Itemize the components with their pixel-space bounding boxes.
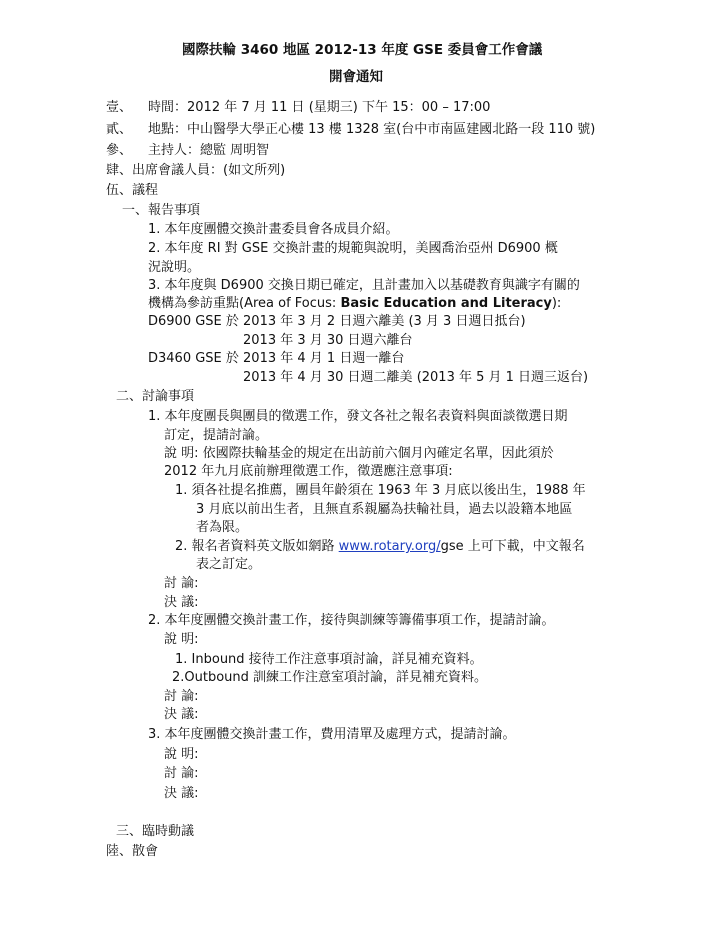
discussion-item-1-line2: 訂定，提請討論。	[164, 428, 269, 443]
report-item-2-line2: 況說明。	[148, 260, 201, 275]
explain-1-line2: 2012 年九月底前辦理徵選工作，徵選應注意事項:	[164, 464, 453, 479]
page-title: 國際扶輪 3460 地區 2012-13 年度 GSE 委員會工作會議	[182, 42, 543, 58]
discuss-1: 討 論:	[164, 576, 199, 591]
meeting-place: 地點：中山醫學大學正心樓 13 樓 1328 室(台中市南區建國北路一段 110 號)	[148, 122, 596, 137]
place-marker: 貳、	[106, 122, 133, 137]
discussion-item-2: 2. 本年度團體交換計畫工作，接待與訓練等籌備事項工作，提請討論。	[148, 613, 555, 628]
resolve-1: 決 議:	[164, 595, 199, 610]
discuss-2: 討 論:	[164, 689, 199, 704]
note-2-line2: 表之訂定。	[196, 557, 262, 572]
note-1-line1: 1. 須各社提名推薦，團員年齡須在 1963 年 3 月底以後出生，1988 年	[175, 483, 586, 498]
agenda-heading: 伍、議程	[106, 183, 159, 198]
note-2-line1	[175, 538, 585, 556]
explain-1-line1: 說 明: 依國際扶輪基金的規定在出訪前六個月內確定名單，因此須於	[164, 446, 554, 461]
focus-prefix: 機構為參訪重點(Area of Focus:	[148, 296, 341, 311]
discuss-3: 討 論:	[164, 766, 199, 781]
motions-heading: 三、臨時動議	[116, 824, 195, 839]
reports-heading: 一、報告事項	[122, 203, 201, 218]
explain-3: 說 明:	[164, 747, 199, 762]
discussion-item-1-line1: 1. 本年度團長與團員的徵選工作，發文各社之報名表資料與面談徵選日期	[148, 409, 568, 424]
d3460-schedule-line2: 2013 年 4 月 30 日週二離美 (2013 年 5 月 1 日週三返台)	[243, 370, 589, 385]
report-item-3-line2	[148, 295, 561, 313]
note-2-suffix: 上可下載，中文報名	[463, 539, 585, 554]
d6900-schedule-line2: 2013 年 3 月 30 日週六離台	[243, 333, 413, 348]
outbound-note: 2.Outbound 訓練工作注意室項討論，詳見補充資料。	[172, 670, 488, 685]
attendees-line: 肆、出席會議人員：(如文所列)	[106, 163, 286, 178]
focus-suffix: ):	[551, 296, 562, 311]
note-2-link-tail: gse	[440, 539, 464, 554]
rotary-link[interactable]: www.rotary.org/	[338, 539, 441, 554]
note-2-prefix: 2. 報名者資料英文版如網路	[175, 539, 339, 554]
explain-2: 說 明:	[164, 632, 199, 647]
d3460-schedule-line1: D3460 GSE 於 2013 年 4 月 1 日週一離台	[148, 351, 405, 366]
focus-area: Basic Education and Literacy	[340, 296, 552, 311]
discussion-item-3: 3. 本年度團體交換計畫工作，費用清單及處理方式，提請討論。	[148, 727, 516, 742]
d6900-schedule-line1: D6900 GSE 於 2013 年 3 月 2 日週六離美 (3 月 3 日週日抵台)	[148, 314, 526, 329]
report-item-3-line1: 3. 本年度與 D6900 交換日期已確定，且計畫加入以基礎教育與識字有關的	[148, 278, 580, 293]
discussion-heading: 二、討論事項	[116, 389, 195, 404]
report-item-2-line1: 2. 本年度 RI 對 GSE 交換計畫的規範與說明，美國喬治亞州 D6900 概	[148, 241, 558, 256]
host-marker: 參、	[106, 143, 133, 158]
resolve-3: 決 議:	[164, 786, 199, 801]
note-1-line2: 3 月底以前出生者，且無直系親屬為扶輪社員，過去以設籍本地區	[196, 502, 573, 517]
inbound-note: 1. Inbound 接待工作注意事項討論，詳見補充資料。	[175, 652, 483, 667]
meeting-time: 時間：2012 年 7 月 11 日 (星期三) 下午 15：00 – 17:00	[148, 100, 491, 115]
adjourn-heading: 陸、散會	[106, 844, 159, 859]
time-marker: 壹、	[106, 100, 133, 115]
report-item-1: 1. 本年度團體交換計畫委員會各成員介紹。	[148, 222, 399, 237]
note-1-line3: 者為限。	[196, 520, 249, 535]
meeting-host: 主持人：總監 周明智	[148, 143, 270, 158]
page-subtitle: 開會通知	[329, 69, 383, 85]
resolve-2: 決 議:	[164, 707, 199, 722]
